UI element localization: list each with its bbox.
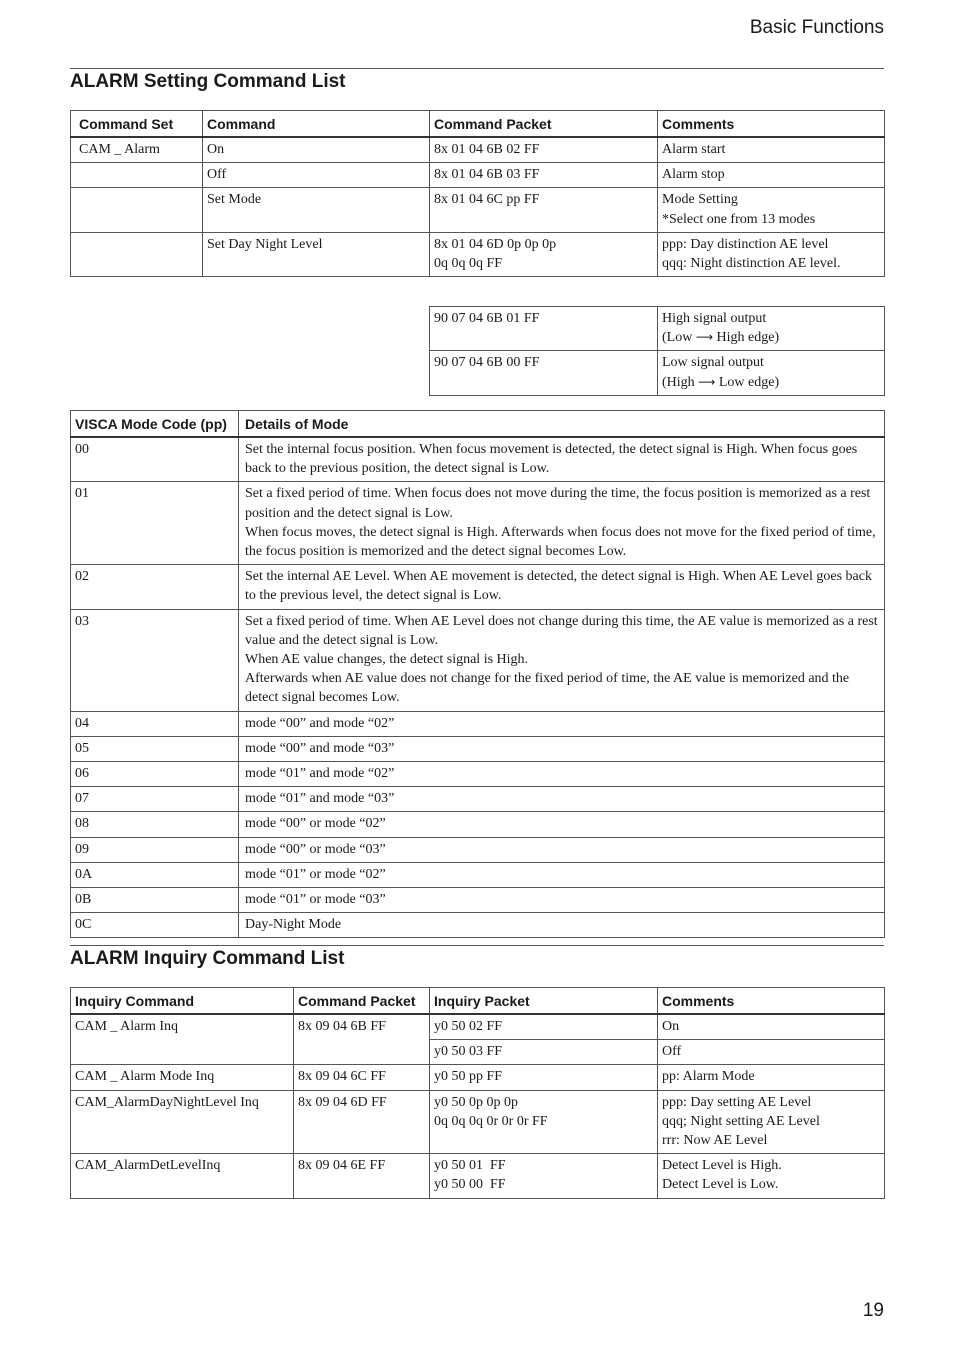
table-row xyxy=(71,1014,885,1040)
table-row xyxy=(71,888,885,913)
mode-code-cell: 0C xyxy=(71,913,239,938)
mode-details-cell: Set a fixed period of time. When AE Level does not change during this time, the AE value is memorized as a rest value and the detect signal is Low. When AE value changes, the detect signal is High. Afterwards when AE value does not change for the fixed period of time, the AE value is memorized and the detect signal becomes Low. xyxy=(239,609,885,711)
mode-details-cell: Set the internal focus position. When focus movement is detected, the detect signal is High. When focus goes back to the previous position, the detect signal is Low. xyxy=(239,437,885,482)
mode-code-cell: 02 xyxy=(71,565,239,609)
right-arrow-icon: ⟶ xyxy=(698,374,716,389)
command-packet-cell: 8x 09 04 6E FF xyxy=(294,1154,430,1198)
section-rule xyxy=(70,68,884,69)
mode-details-cell: mode “01” and mode “03” xyxy=(239,787,885,812)
inquiry-packet-cell: y0 50 03 FF xyxy=(430,1040,658,1065)
column-header: Details of Mode xyxy=(239,411,885,438)
visca-mode-table xyxy=(70,410,885,938)
comments-cell: Alarm start xyxy=(658,137,885,163)
mode-code-cell: 06 xyxy=(71,762,239,787)
table-row xyxy=(430,351,885,395)
inquiry-command-cell: CAM _ Alarm Inq xyxy=(71,1014,294,1065)
inquiry-command-cell: CAM_AlarmDetLevelInq xyxy=(71,1154,294,1198)
table-row xyxy=(71,812,885,837)
comments-cell: Detect Level is High. Detect Level is Low. xyxy=(658,1154,885,1198)
mode-code-cell: 03 xyxy=(71,609,239,711)
packet-cell: 8x 01 04 6B 03 FF xyxy=(430,163,658,188)
column-header: Command Packet xyxy=(294,988,430,1015)
packet-cell: 8x 01 04 6C pp FF xyxy=(430,188,658,232)
page-number: 19 xyxy=(862,1300,884,1321)
command-packet-cell: 8x 09 04 6C FF xyxy=(294,1065,430,1090)
table-row xyxy=(71,711,885,736)
mode-details-cell: mode “00” or mode “03” xyxy=(239,837,885,862)
mode-details-cell: mode “00” and mode “02” xyxy=(239,711,885,736)
comments-cell: Alarm stop xyxy=(658,163,885,188)
comments-cell: ppp: Day setting AE Level qqq; Night setting AE Level rrr: Now AE Level xyxy=(658,1090,885,1154)
inquiry-packet-cell: y0 50 01 FF y0 50 00 FF xyxy=(430,1154,658,1198)
alarm-inquiry-table xyxy=(70,987,885,1199)
command-cell: On xyxy=(203,137,430,163)
command-set-cell: CAM _ Alarm xyxy=(71,137,203,163)
column-header: Inquiry Packet xyxy=(430,988,658,1015)
command-set-cell xyxy=(71,232,203,276)
comments-cell: High signal output (Low ⟶ High edge) xyxy=(658,307,885,351)
mode-code-cell: 05 xyxy=(71,736,239,761)
command-set-cell xyxy=(71,163,203,188)
table-row xyxy=(71,482,885,565)
command-cell: Off xyxy=(203,163,430,188)
alarm-setting-title: ALARM Setting Command List xyxy=(70,71,346,92)
mode-code-cell: 07 xyxy=(71,787,239,812)
mode-details-cell: Set the internal AE Level. When AE movement is detected, the detect signal is High. When AE Level goes back to the previous level, the detect signal is Low. xyxy=(239,565,885,609)
table-row xyxy=(71,163,885,188)
table-row xyxy=(71,609,885,711)
table-header-row xyxy=(71,988,885,1015)
inquiry-packet-cell: y0 50 0p 0p 0p 0q 0q 0q 0r 0r 0r FF xyxy=(430,1090,658,1154)
command-packet-cell: 8x 09 04 6B FF xyxy=(294,1014,430,1065)
mode-details-cell: Day-Night Mode xyxy=(239,913,885,938)
packet-cell: 8x 01 04 6B 02 FF xyxy=(430,137,658,163)
inquiry-command-cell: CAM_AlarmDayNightLevel Inq xyxy=(71,1090,294,1154)
mode-details-cell: Set a fixed period of time. When focus does not move during the time, the focus position is memorized as a rest position and the detect signal is Low. When focus moves, the detect signal is High. Afterwards when focus does not move for the fixed period of time, the focus position is memorized and the detect signal becomes Low. xyxy=(239,482,885,565)
alarm-reply-table xyxy=(429,306,885,396)
mode-details-cell: mode “00” and mode “03” xyxy=(239,736,885,761)
mode-details-cell: mode “01” and mode “02” xyxy=(239,762,885,787)
table-row xyxy=(71,437,885,482)
inquiry-command-cell: CAM _ Alarm Mode Inq xyxy=(71,1065,294,1090)
comments-cell: Low signal output (High ⟶ Low edge) xyxy=(658,351,885,395)
table-row xyxy=(430,307,885,351)
mode-code-cell: 08 xyxy=(71,812,239,837)
table-row xyxy=(71,137,885,163)
comments-cell: Mode Setting *Select one from 13 modes xyxy=(658,188,885,232)
section-rule xyxy=(70,945,884,946)
inquiry-packet-cell: y0 50 pp FF xyxy=(430,1065,658,1090)
packet-cell: 90 07 04 6B 00 FF xyxy=(430,351,658,395)
table-row xyxy=(71,565,885,609)
column-header: Command Packet xyxy=(430,111,658,138)
table-row xyxy=(71,913,885,938)
alarm-setting-table xyxy=(70,110,885,277)
comments-cell: pp: Alarm Mode xyxy=(658,1065,885,1090)
running-header: Basic Functions xyxy=(749,17,884,38)
table-row xyxy=(71,837,885,862)
column-header: Command xyxy=(203,111,430,138)
right-arrow-icon: ⟶ xyxy=(695,330,714,345)
table-row xyxy=(71,1154,885,1198)
comments-cell: Off xyxy=(658,1040,885,1065)
column-header: Command Set xyxy=(71,111,203,138)
mode-code-cell: 09 xyxy=(71,837,239,862)
mode-details-cell: mode “00” or mode “02” xyxy=(239,812,885,837)
table-row xyxy=(71,762,885,787)
column-header: Comments xyxy=(658,988,885,1015)
column-header: Inquiry Command xyxy=(71,988,294,1015)
mode-details-cell: mode “01” or mode “03” xyxy=(239,888,885,913)
command-cell: Set Day Night Level xyxy=(203,232,430,276)
table-header-row xyxy=(71,411,885,438)
table-header-row xyxy=(71,111,885,138)
table-row xyxy=(71,736,885,761)
table-row xyxy=(71,862,885,887)
mode-code-cell: 0B xyxy=(71,888,239,913)
alarm-inquiry-title: ALARM Inquiry Command List xyxy=(70,948,345,969)
table-row xyxy=(71,1090,885,1154)
table-row xyxy=(71,188,885,232)
table-row xyxy=(71,787,885,812)
mode-code-cell: 0A xyxy=(71,862,239,887)
command-packet-cell: 8x 09 04 6D FF xyxy=(294,1090,430,1154)
column-header: VISCA Mode Code (pp) xyxy=(71,411,239,438)
inquiry-packet-cell: y0 50 02 FF xyxy=(430,1014,658,1040)
command-set-cell xyxy=(71,188,203,232)
comments-cell: On xyxy=(658,1014,885,1040)
packet-cell: 90 07 04 6B 01 FF xyxy=(430,307,658,351)
mode-details-cell: mode “01” or mode “02” xyxy=(239,862,885,887)
mode-code-cell: 00 xyxy=(71,437,239,482)
packet-cell: 8x 01 04 6D 0p 0p 0p 0q 0q 0q FF xyxy=(430,232,658,276)
column-header: Comments xyxy=(658,111,885,138)
command-cell: Set Mode xyxy=(203,188,430,232)
comments-cell: ppp: Day distinction AE level qqq: Night distinction AE level. xyxy=(658,232,885,276)
mode-code-cell: 01 xyxy=(71,482,239,565)
table-row xyxy=(71,1065,885,1090)
table-row xyxy=(71,232,885,276)
mode-code-cell: 04 xyxy=(71,711,239,736)
